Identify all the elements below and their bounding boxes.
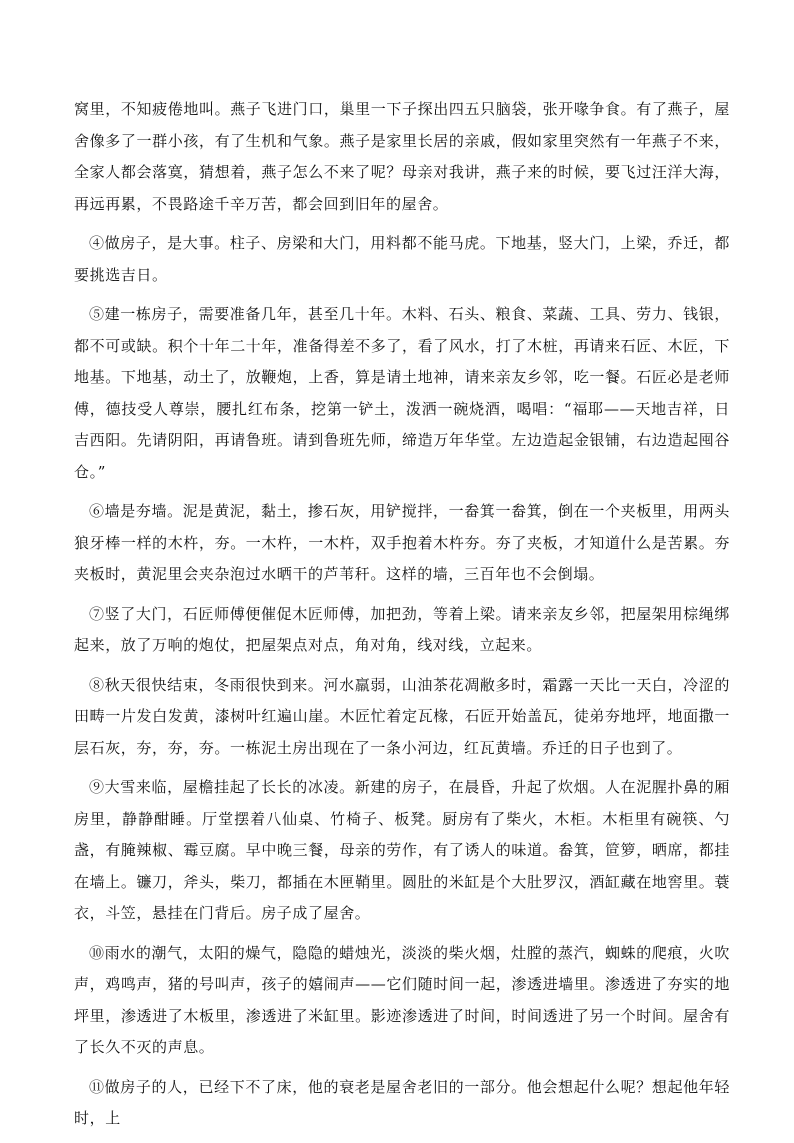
paragraph-4: ④做房子，是大事。柱子、房梁和大门，用料都不能马虎。下地基，竖大门，上梁，乔迁，都要挑选吉日。 xyxy=(74,234,730,284)
document-body xyxy=(74,94,730,1143)
paragraph-continued: 窝里，不知疲倦地叫。燕子飞进门口，巢里一下子探出四五只脑袋，张开喙争食。有了燕子，屋舍像多了一群小孩，有了生机和气象。燕子是家里长居的亲戚，假如家里突然有一年燕子不来，全家人都会落寞，猜想着，燕子怎么不来了呢？母亲对我讲，燕子来的时候，要飞过汪洋大海，再远再累，不畏路途千辛万苦，都会回到旧年的屋舍。 xyxy=(74,100,730,213)
paragraph-9: ⑨大雪来临，屋檐挂起了长长的冰凌。新建的房子，在晨昏，升起了炊烟。人在泥腥扑鼻的厢房里，静静酣睡。厅堂摆着八仙桌、竹椅子、板凳。厨房有了柴火，木柜。木柜里有碗筷、勺盏，有腌辣椒、霉豆腐。早中晚三餐，母亲的劳作，有了诱人的味道。畚箕，笸箩，晒席，都挂在墙上。镰刀，斧头，柴刀，都插在木匣鞘里。圆肚的米缸是个大肚罗汉，酒缸藏在地窖里。蓑衣，斗笠，悬挂在门背后。房子成了屋舍。 xyxy=(74,778,730,922)
paragraph-8: ⑧秋天很快结束，冬雨很快到来。河水羸弱，山油茶花凋敝多时，霜露一天比一天白，冷涩的田畴一片发白发黄，漆树叶红遍山崖。木匠忙着定瓦椽，石匠开始盖瓦，徒弟夯地坪，地面撒一层石灰，夯，夯，夯。一栋泥土房出现在了一条小河边，红瓦黄墙。乔迁的日子也到了。 xyxy=(74,675,730,757)
paragraph-10: ⑩雨水的潮气，太阳的燥气，隐隐的蜡烛光，淡淡的柴火烟，灶膛的蒸汽，蜘蛛的爬痕，火吹声，鸡鸣声，猪的号叫声，孩子的嬉闹声——它们随时间一起，渗透进墙里。渗透进了夯实的地坪里，渗透进了木板里，渗透进了米缸里。影迹渗透进了时间，时间透进了另一个时间。屋舍有了长久不灭的声息。 xyxy=(74,943,730,1056)
paragraph-5: ⑤建一栋房子，需要准备几年，甚至几十年。木料、石头、粮食、菜蔬、工具、劳力、钱银，都不可或缺。积个十年二十年，准备得差不多了，看了风水，打了木桩，再请来石匠、木匠，下地基。下地基，动土了，放鞭炮，上香，算是请土地神，请来亲友乡邻，吃一餐。石匠必是老师傅，德技受人尊崇，腰扎红布条，挖第一铲土，泼洒一碗烧酒，喝唱：“福耶——天地吉祥，日吉西阳。先请阴阳，再请鲁班。请到鲁班先师，缔造万年华堂。左边造起金银铺，右边造起囤谷仓。” xyxy=(74,305,730,481)
paragraph-6: ⑥墙是夯墙。泥是黄泥，黏土，掺石灰，用铲搅拌，一畚箕一畚箕，倒在一个夹板里，用两头狼牙棒一样的木杵，夯。一木杵，一木杵，双手抱着木杵夯。夯了夹板，才知道什么是苦累。夯夹板时，黄泥里会夹杂泡过水晒干的芦苇秆。这样的墙，三百年也不会倒塌。 xyxy=(74,502,730,583)
paragraph-7: ⑦竖了大门，石匠师傅便催促木匠师傅，加把劲，等着上梁。请来亲友乡邻，把屋架用棕绳绑起来，放了万响的炮仗，把屋架点对点，角对角，线对线，立起来。 xyxy=(74,604,730,654)
paragraph-11: ⑪做房子的人，已经下不了床，他的衰老是屋舍老旧的一部分。他会想起什么呢？想起他年轻时，上 xyxy=(74,1077,730,1127)
